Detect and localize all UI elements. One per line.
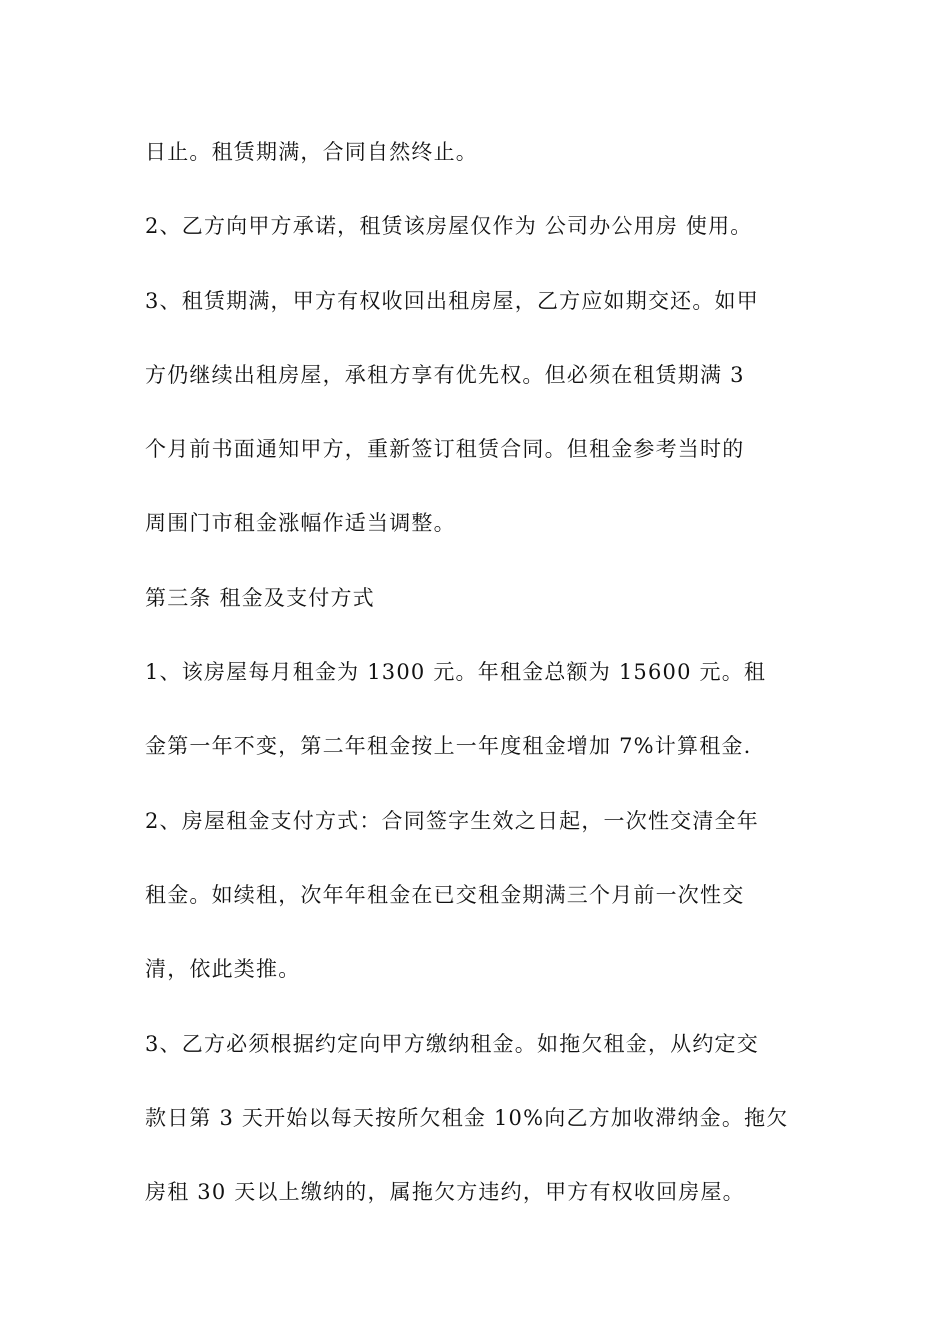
text-line: 3、租赁期满，甲方有权收回出租房屋，乙方应如期交还。如甲 bbox=[145, 288, 759, 313]
text-line: 2、房屋租金支付方式：合同签字生效之日起，一次性交清全年 bbox=[145, 808, 759, 833]
text-line: 周围门市租金涨幅作适当调整。 bbox=[145, 511, 456, 536]
text-line: 款日第 3 天开始以每天按所欠租金 10%向乙方加收滞纳金。拖欠 bbox=[145, 1105, 789, 1130]
text-line: 2、乙方向甲方承诺，租赁该房屋仅作为 公司办公用房 使用。 bbox=[145, 214, 753, 239]
text-line: 清，依此类推。 bbox=[145, 957, 301, 982]
document-body bbox=[145, 130, 815, 1244]
text-line: 日止。租赁期满，合同自然终止。 bbox=[145, 140, 478, 164]
text-line: 个月前书面通知甲方，重新签订租赁合同。但租金参考当时的 bbox=[145, 437, 745, 462]
text-line: 租金。如续租，次年年租金在已交租金期满三个月前一次性交 bbox=[145, 882, 745, 907]
text-line: 方仍继续出租房屋，承租方享有优先权。但必须在租赁期满 3 bbox=[145, 362, 745, 387]
text-line: 3、乙方必须根据约定向甲方缴纳租金。如拖欠租金，从约定交 bbox=[145, 1031, 759, 1056]
text-line: 金第一年不变，第二年租金按上一年度租金增加 7%计算租金. bbox=[145, 734, 752, 759]
text-line: 房租 30 天以上缴纳的，属拖欠方违约，甲方有权收回房屋。 bbox=[145, 1180, 745, 1205]
section-heading: 第三条 租金及支付方式 bbox=[145, 585, 375, 610]
text-line: 1、该房屋每月租金为 1300 元。年租金总额为 15600 元。租 bbox=[145, 660, 767, 685]
